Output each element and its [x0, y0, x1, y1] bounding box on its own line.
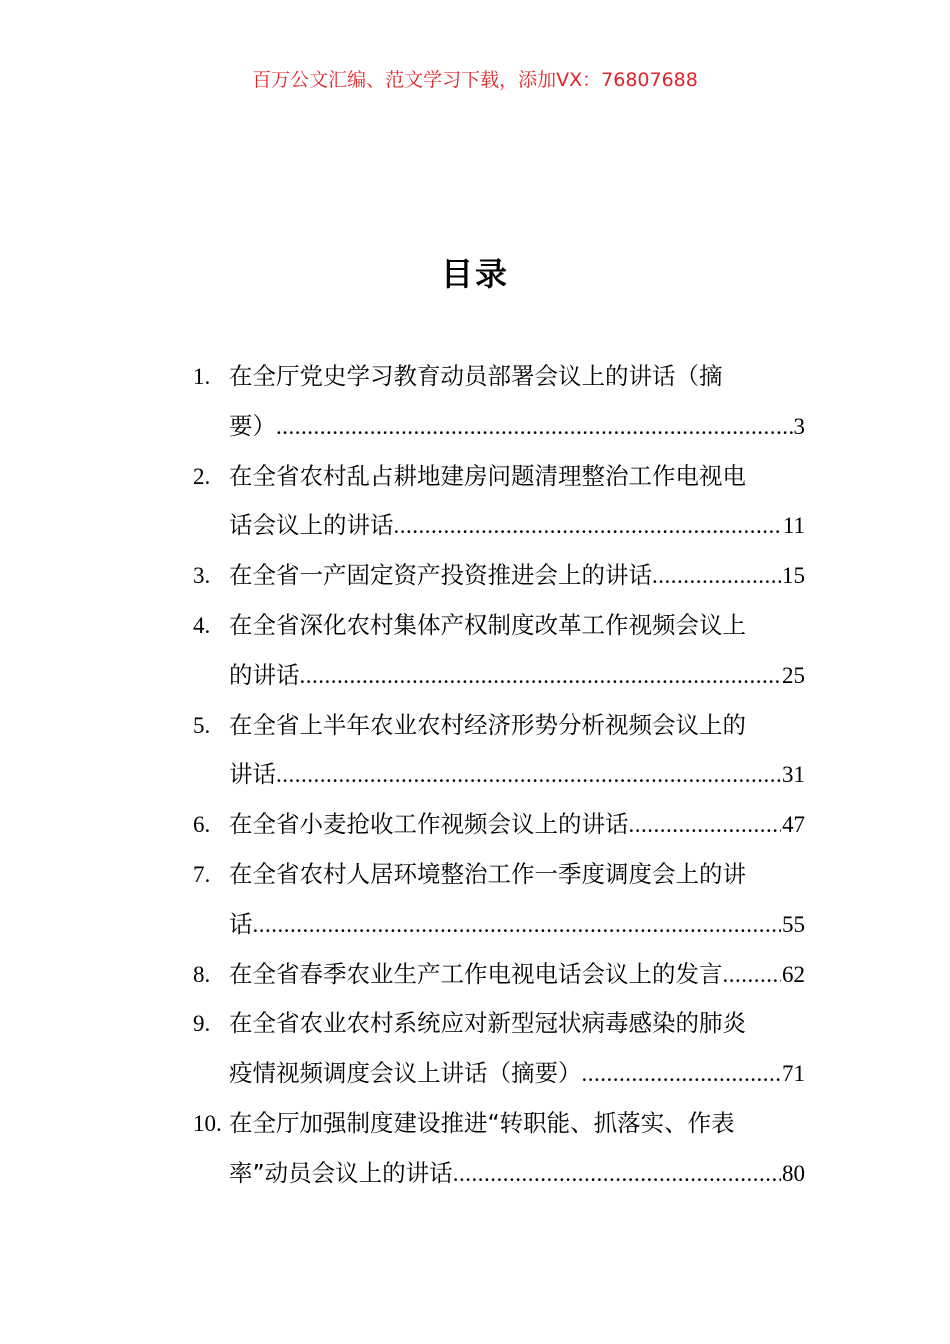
- toc-entry-title-cont: 疫情视频调度会议上讲话（摘要）: [229, 1059, 582, 1088]
- toc-entry-title: 在全省深化农村集体产权制度改革工作视频会议上: [229, 610, 746, 639]
- dot-leader: [300, 651, 782, 701]
- toc-entry[interactable]: [193, 850, 805, 950]
- toc-entry-page: 11: [782, 513, 805, 539]
- toc-entry-number: 5.: [193, 712, 211, 738]
- toc-entry-title: 在全省一产固定资产投资推进会上的讲话: [229, 561, 652, 590]
- dot-leader: [276, 750, 781, 800]
- dot-leader: [253, 900, 782, 950]
- dot-leader: [453, 1149, 781, 1199]
- toc-entry[interactable]: [193, 800, 805, 850]
- toc-entry-number: 4.: [193, 612, 211, 638]
- toc-entry-title: 在全省农村乱占耕地建房问题清理整治工作电视电: [229, 461, 746, 490]
- toc-entry-page: 25: [782, 662, 805, 688]
- toc-entry[interactable]: [193, 950, 805, 1000]
- toc-entry-number: 9.: [193, 1011, 211, 1037]
- toc-entry-title: 在全省农业农村系统应对新型冠状病毒感染的肺炎: [229, 1009, 746, 1038]
- dot-leader: [394, 501, 782, 551]
- toc-entry-title-cont: 话会议上的讲话: [229, 511, 394, 540]
- toc-entry-title-cont: 讲话: [229, 760, 276, 789]
- toc-entry-number: 1.: [193, 364, 211, 389]
- dot-leader: [652, 551, 781, 601]
- toc-entry[interactable]: [193, 701, 805, 801]
- table-of-contents: [193, 352, 805, 1199]
- toc-entry[interactable]: [193, 999, 805, 1099]
- toc-entry-page: 47: [782, 812, 805, 838]
- toc-entry-number: 7.: [193, 861, 211, 887]
- toc-entry-title: 在全省农村人居环境整治工作一季度调度会上的讲: [229, 859, 746, 888]
- toc-entry-page: 3: [793, 413, 805, 439]
- dot-leader: [723, 950, 782, 1000]
- toc-entry[interactable]: [193, 1099, 805, 1199]
- toc-entry-number: 8.: [193, 961, 211, 987]
- toc-entry[interactable]: [193, 452, 805, 552]
- toc-entry-title: 在全省春季农业生产工作电视电话会议上的发言: [229, 959, 723, 988]
- toc-entry[interactable]: [193, 601, 805, 701]
- toc-entry-page: 62: [782, 961, 805, 987]
- toc-entry-page: 80: [782, 1160, 805, 1186]
- toc-entry-title: 在全厅加强制度建设推进“转职能、抓落实、作表: [229, 1108, 735, 1137]
- header-notice: 百万公文汇编、范文学习下载，添加VX：76807688: [252, 69, 698, 91]
- toc-entry-title-cont: 率”动员会议上的讲话: [229, 1158, 453, 1187]
- toc-entry-page: 71: [782, 1061, 805, 1087]
- toc-entry-title-cont: 的讲话: [229, 660, 300, 689]
- toc-entry-title-cont: 要）: [229, 411, 276, 440]
- toc-entry-number: 6.: [193, 812, 211, 838]
- toc-entry-page: 31: [782, 762, 805, 788]
- toc-entry-title-cont: 话: [229, 909, 253, 938]
- toc-entry-number: 2.: [193, 463, 211, 489]
- toc-entry-number: 3.: [193, 563, 211, 589]
- toc-entry[interactable]: [193, 352, 805, 452]
- toc-entry-title: 在全省小麦抢收工作视频会议上的讲话: [229, 810, 629, 839]
- toc-entry[interactable]: [193, 551, 805, 601]
- toc-entry-title: 在全厅党史学习教育动员部署会议上的讲话（摘: [229, 362, 723, 390]
- dot-leader: [629, 800, 782, 850]
- page-title: 目录: [440, 255, 509, 293]
- toc-entry-page: 55: [782, 911, 805, 937]
- dot-leader: [582, 1049, 782, 1099]
- toc-entry-page: 15: [782, 563, 805, 589]
- toc-entry-number: 10.: [193, 1110, 222, 1136]
- toc-entry-title: 在全省上半年农业农村经济形势分析视频会议上的: [229, 710, 746, 739]
- dot-leader: [276, 402, 793, 452]
